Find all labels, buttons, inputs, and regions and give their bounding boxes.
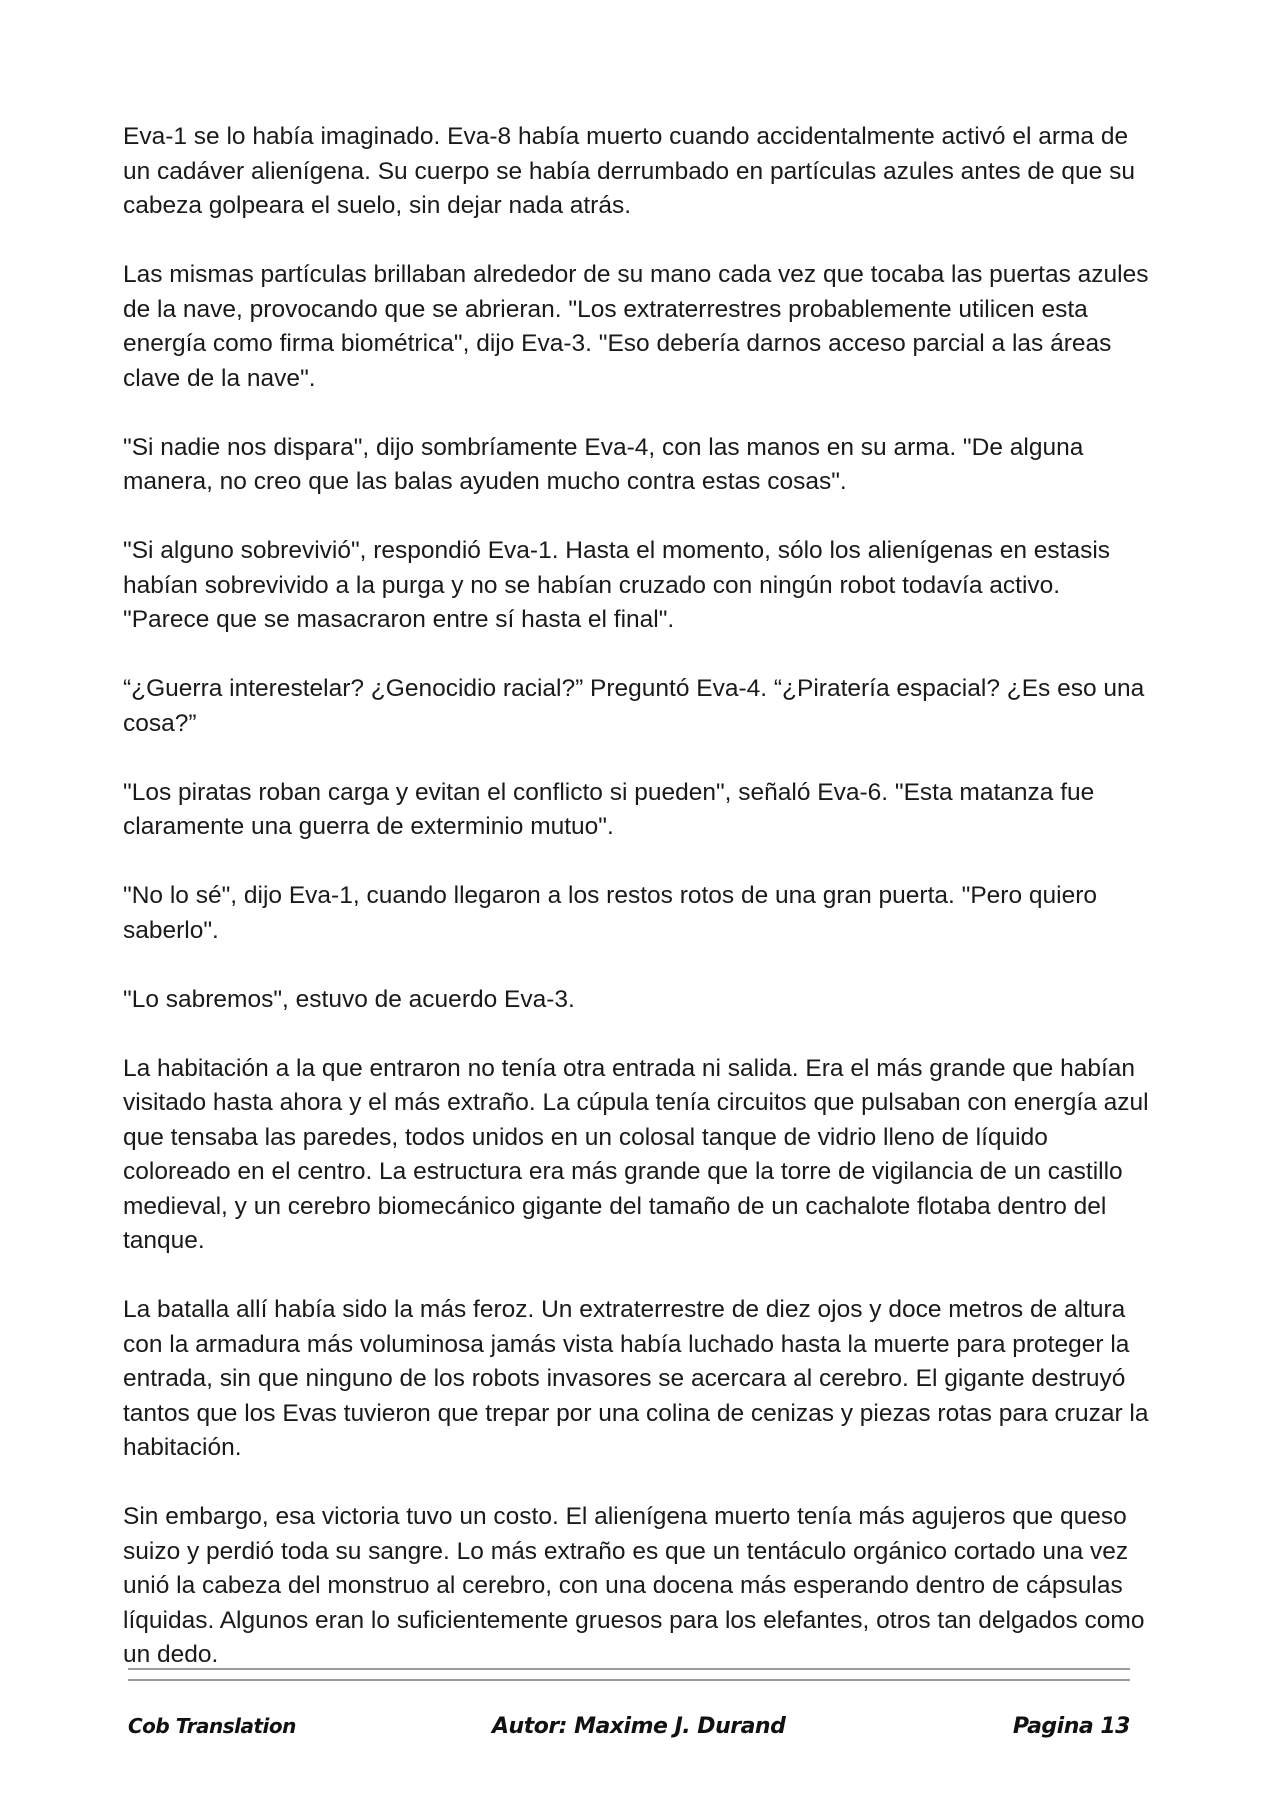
- paragraph-2: Las mismas partículas brillaban alrededor de su mano cada vez que tocaba las puertas azules de la nave, provocando que se abrieran. "Los extraterrestres probablemente utilicen esta energía como firma biométrica", dijo Eva-3. "Eso debería darnos acceso parcial a las áreas clave de la nave".: [123, 261, 1149, 392]
- footer-translator: Cob Translation: [128, 1714, 296, 1738]
- footer-divider-top: [128, 1668, 1130, 1670]
- paragraph-9: La habitación a la que entraron no tenía otra entrada ni salida. Era el más grande que habían visitado hasta ahora y el más extraño. La cúpula tenía circuitos que pulsaban con energía azul que tensaba las paredes, todos unidos en un colosal tanque de vidrio lleno de líquido coloreado en el centro. La estructura era más grande que la torre de vigilancia de un castillo medieval, y un cerebro biomecánico gigante del tamaño de un cachalote flotaba dentro del tanque.: [123, 1054, 1149, 1254]
- paragraph-4: "Si alguno sobrevivió", respondió Eva-1. Hasta el momento, sólo los alienígenas en estasis habían sobrevivido a la purga y no se habían cruzado con ningún robot todavía activo. "Parece que se masacraron entre sí hasta el final".: [123, 537, 1111, 633]
- footer-divider-bottom: [128, 1679, 1130, 1681]
- footer-author: Autor: Maxime J. Durand: [492, 1714, 786, 1739]
- paragraph-1: Eva-1 se lo había imaginado. Eva-8 había muerto cuando accidentalmente activó el arma de un cadáver alienígena. Su cuerpo se había derrumbado en partículas azules antes de que su cabeza golpeara el suelo, sin dejar nada atrás.: [123, 123, 1135, 219]
- paragraph-5: “¿Guerra interestelar? ¿Genocidio racial?” Preguntó Eva-4. “¿Piratería espacial? ¿Es eso una cosa?”: [123, 675, 1145, 737]
- paragraph-3: "Si nadie nos dispara", dijo sombríamente Eva-4, con las manos en su arma. "De alguna manera, no creo que las balas ayuden mucho contra estas cosas".: [123, 433, 1084, 495]
- paragraph-11: Sin embargo, esa victoria tuvo un costo. El alienígena muerto tenía más agujeros que queso suizo y perdió toda su sangre. Lo más extraño es que un tentáculo orgánico cortado una vez unió la cabeza del monstruo al cerebro, con una docena más esperando dentro de cápsulas líquidas. Algunos eran lo suficientemente gruesos para los elefantes, otros tan delgados como un dedo.: [123, 1503, 1145, 1668]
- paragraph-6: "Los piratas roban carga y evitan el conflicto si pueden", señaló Eva-6. "Esta matanza fue claramente una guerra de exterminio mutuo".: [123, 778, 1095, 840]
- paragraph-7: "No lo sé", dijo Eva-1, cuando llegaron a los restos rotos de una gran puerta. "Pero quiero saberlo".: [123, 882, 1097, 944]
- paragraph-8: "Lo sabremos", estuvo de acuerdo Eva-3.: [123, 985, 575, 1013]
- body-text: [123, 120, 1153, 1673]
- footer-page-number: Pagina 13: [1012, 1714, 1130, 1739]
- paragraph-10: La batalla allí había sido la más feroz. Un extraterrestre de diez ojos y doce metros de altura con la armadura más voluminosa jamás vista había luchado hasta la muerte para proteger la entrada, sin que ninguno de los robots invasores se acercara al cerebro. El gigante destruyó tantos que los Evas tuvieron que trepar por una colina de cenizas y piezas rotas para cruzar la habitación.: [123, 1296, 1149, 1461]
